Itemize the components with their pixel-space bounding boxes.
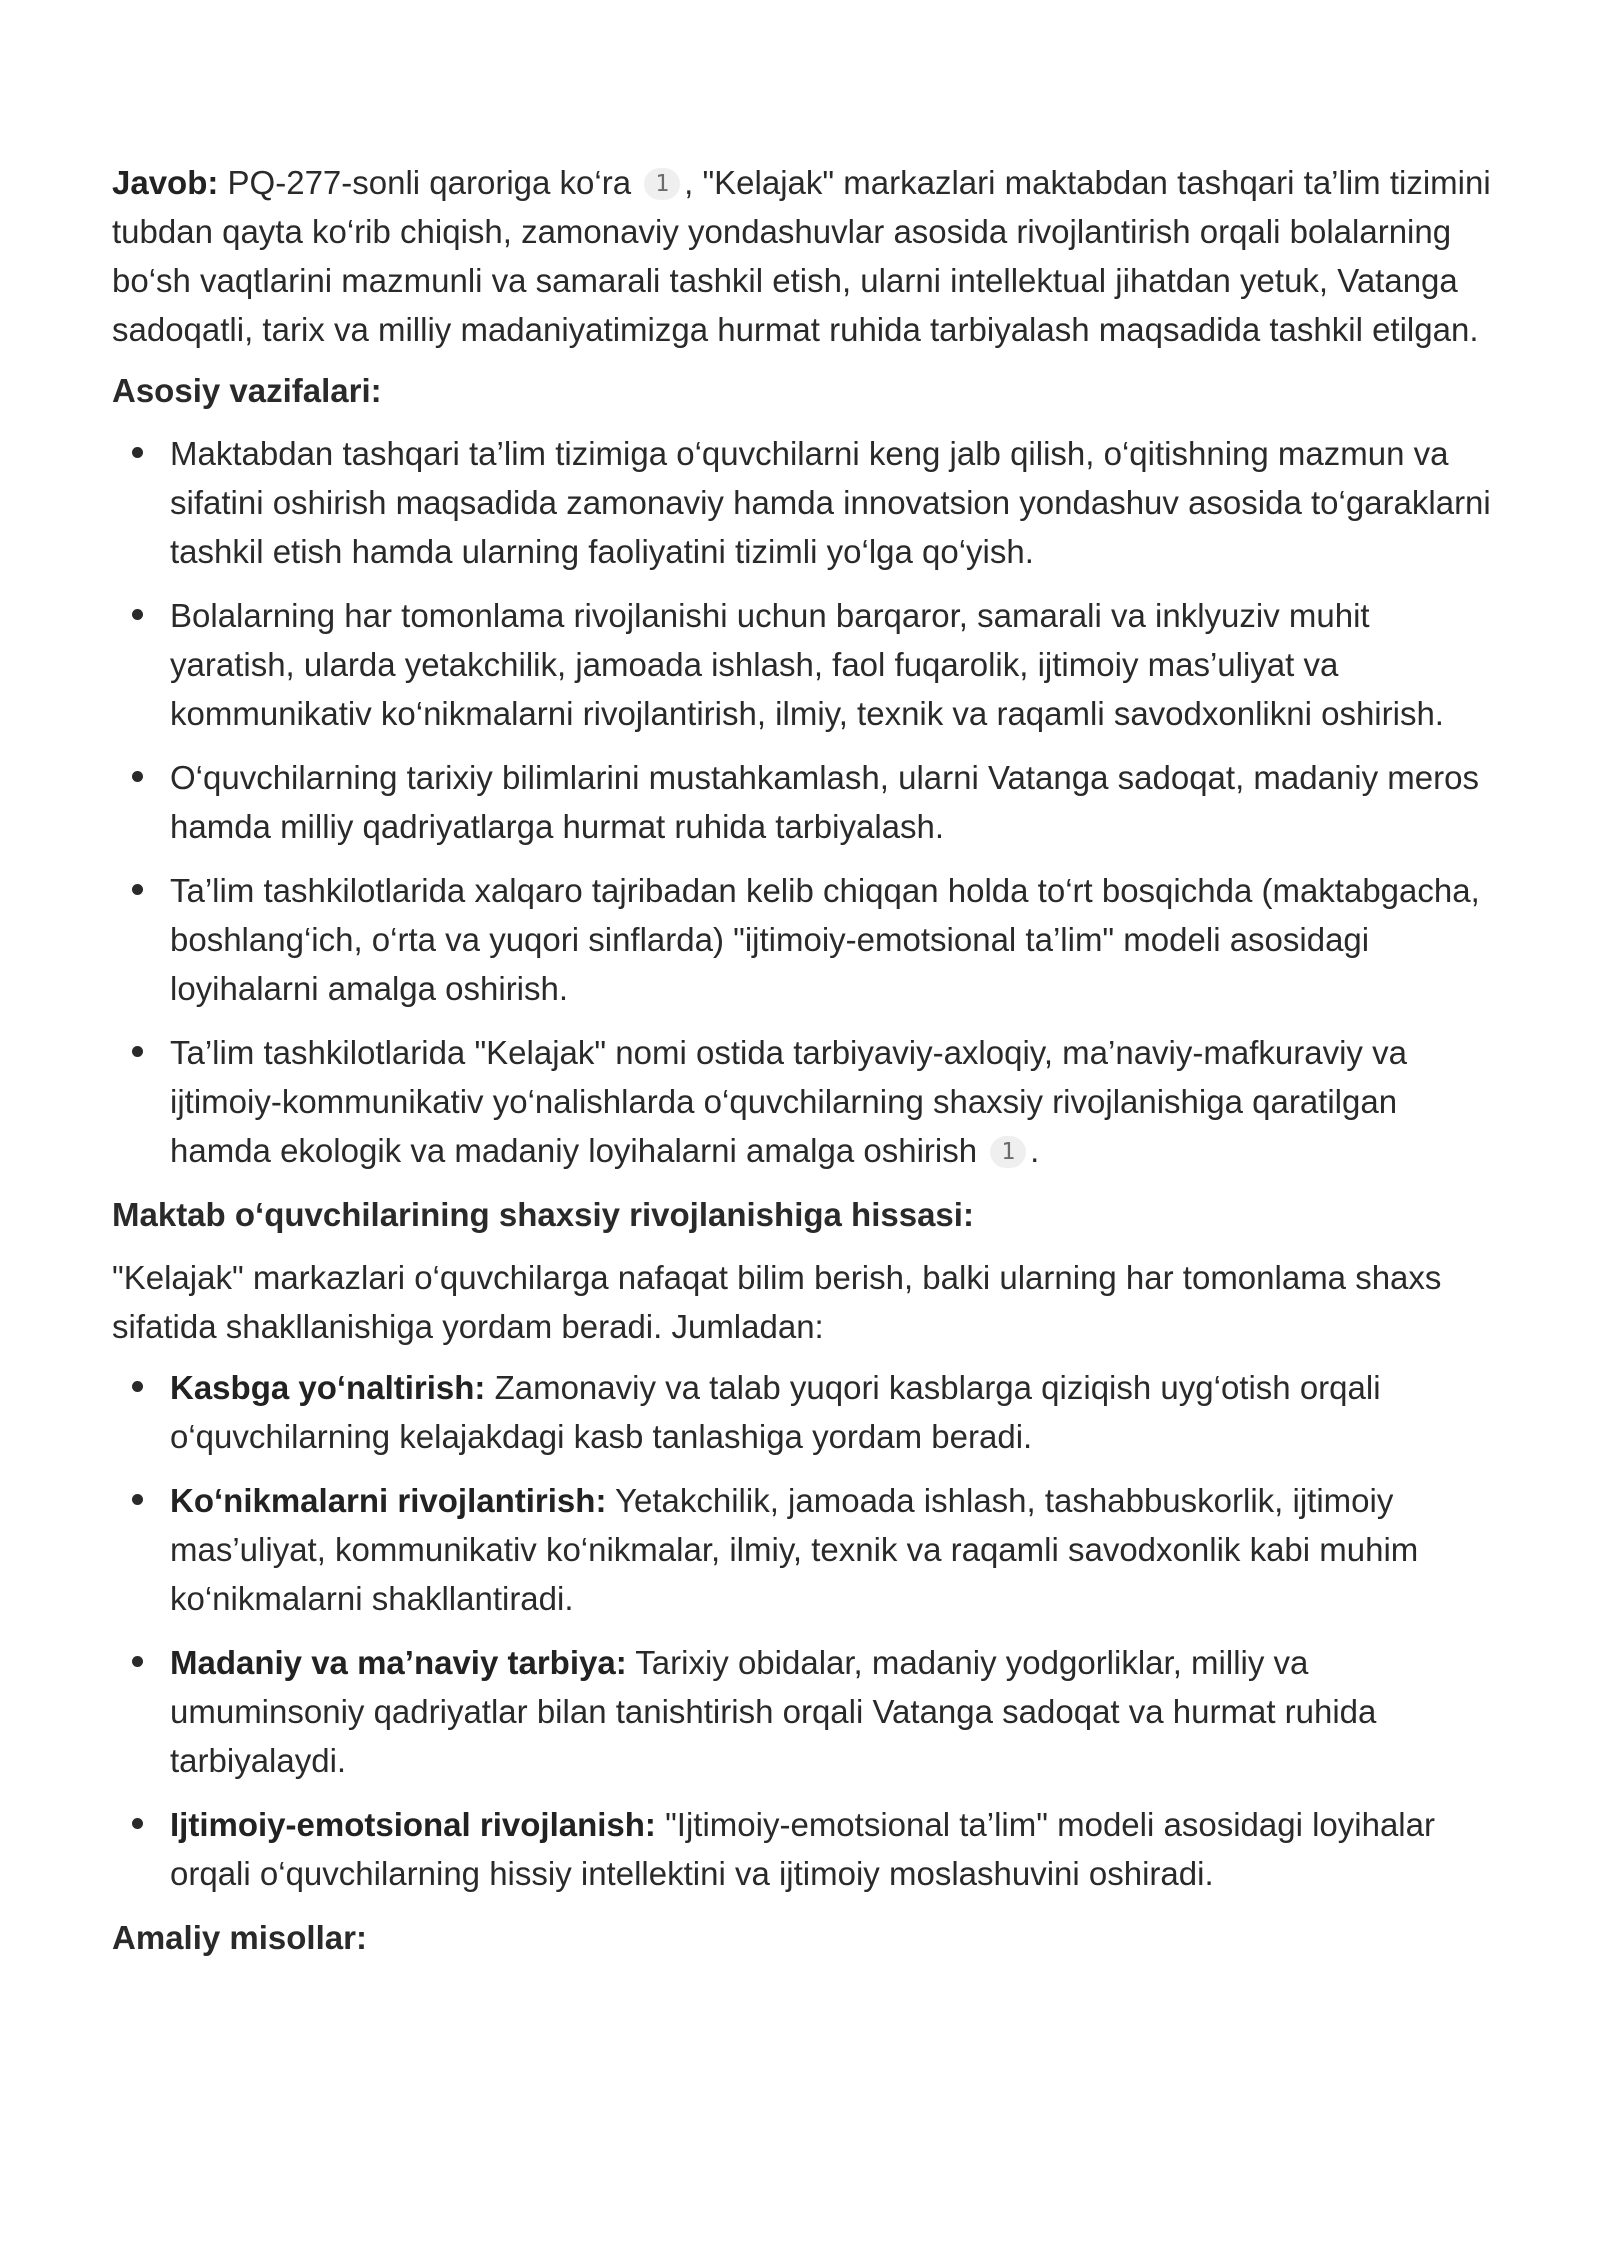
citation-badge[interactable]: 1 xyxy=(644,168,680,200)
document-body xyxy=(112,158,1502,1976)
bullet-icon xyxy=(132,1494,143,1505)
list-item-end: . xyxy=(1030,1132,1040,1169)
tasks-list xyxy=(112,429,1502,1175)
bullet-icon xyxy=(132,1656,143,1667)
answer-label: Javob: xyxy=(112,164,219,201)
list-item xyxy=(112,866,1502,1013)
contribution-intro: "Kelajak" markazlari o‘quvchilarga nafaqat bilim berish, balki ularning har tomonlama shaxs sifatida shakllanishiga yordam beradi. Jumladan: xyxy=(112,1259,1442,1345)
answer-text-start: PQ-277-sonli qaroriga ko‘ra xyxy=(218,164,632,201)
bullet-icon xyxy=(132,609,143,620)
list-item-title: Madaniy va ma’naviy tarbiya: xyxy=(170,1644,627,1681)
answer-text-end: , "Kelajak" markazlari maktabdan tashqari ta’lim tizimini tubdan qayta ko‘rib chiqish, zamonaviy yondashuvlar asosida rivojlantirish orqali bolalarning bo‘sh vaqtlarini mazmunli va samarali tashkil etish, ularni intellektual jihatdan yetuk, Vatanga sadoqatli, tarix va milliy madaniyatimizga hurmat ruhida tarbiyalash maqsadida tashkil etilgan. xyxy=(112,164,1491,348)
examples-heading: Amaliy misollar: xyxy=(112,1919,367,1956)
list-item-text: Maktabdan tashqari ta’lim tizimiga o‘quvchilarni keng jalb qilish, o‘qitishning mazmun va sifatini oshirish maqsadida zamonaviy hamda innovatsion yondashuv asosida to‘garaklarni tashkil etish hamda ularning faoliyatini tizimli yo‘lga qo‘yish. xyxy=(170,435,1491,570)
list-item xyxy=(112,429,1502,576)
tasks-heading: Asosiy vazifalari: xyxy=(112,372,382,409)
list-item-text: Bolalarning har tomonlama rivojlanishi uchun barqaror, samarali va inklyuziv muhit yaratish, ularda yetakchilik, jamoada ishlash, faol fuqarolik, ijtimoiy mas’uliyat va kommunikativ ko‘nikmalarni rivojlantirish, ilmiy, texnik va raqamli savodxonlikni oshirish. xyxy=(170,597,1444,732)
list-item-text: "Ijtimoiy-emotsional ta’lim" modeli asosidagi loyihalar orqali o‘quvchilarning hissiy intellektini va ijtimoiy moslashuvini oshiradi. xyxy=(170,1806,1435,1892)
contribution-list xyxy=(112,1363,1502,1898)
list-item-text: O‘quvchilarning tarixiy bilimlarini mustahkamlash, ularni Vatanga sadoqat, madaniy meros hamda milliy qadriyatlarga hurmat ruhida tarbiyalash. xyxy=(170,759,1479,845)
bullet-icon xyxy=(132,1046,143,1057)
list-item-text: Zamonaviy va talab yuqori kasblarga qiziqish uyg‘otish orqali o‘quvchilarning kelajakdagi kasb tanlashiga yordam beradi. xyxy=(170,1369,1381,1455)
list-item xyxy=(112,1638,1502,1785)
bullet-icon xyxy=(132,884,143,895)
answer-paragraph xyxy=(112,158,1502,354)
list-item xyxy=(112,1800,1502,1898)
contribution-heading: Maktab o‘quvchilarining shaxsiy rivojlanishiga hissasi: xyxy=(112,1196,974,1233)
bullet-icon xyxy=(132,771,143,782)
bullet-icon xyxy=(132,1818,143,1829)
list-item-title: Ko‘nikmalarni rivojlantirish: xyxy=(170,1482,607,1519)
list-item xyxy=(112,753,1502,851)
list-item-text: Yetakchilik, jamoada ishlash, tashabbuskorlik, ijtimoiy mas’uliyat, kommunikativ ko‘nikmalar, ilmiy, texnik va raqamli savodxonlik kabi muhim ko‘nikmalarni shakllantiradi. xyxy=(170,1482,1419,1617)
list-item-title: Ijtimoiy-emotsional rivojlanish: xyxy=(170,1806,656,1843)
list-item xyxy=(112,1363,1502,1461)
list-item-title: Kasbga yo‘naltirish: xyxy=(170,1369,486,1406)
list-item xyxy=(112,1476,1502,1623)
list-item-text: Ta’lim tashkilotlarida "Kelajak" nomi ostida tarbiyaviy-axloqiy, ma’naviy-mafkuraviy va ijtimoiy-kommunikativ yo‘nalishlarda o‘quvchilarning shaxsiy rivojlanishiga qaratilgan hamda ekologik va madaniy loyihalarni amalga oshirish xyxy=(170,1034,1407,1169)
bullet-icon xyxy=(132,447,143,458)
list-item xyxy=(112,591,1502,738)
list-item-text: Tarixiy obidalar, madaniy yodgorliklar, milliy va umuminsoniy qadriyatlar bilan tanishtirish orqali Vatanga sadoqat va hurmat ruhida tarbiyalaydi. xyxy=(170,1644,1377,1779)
bullet-icon xyxy=(132,1381,143,1392)
list-item-text: Ta’lim tashkilotlarida xalqaro tajribadan kelib chiqqan holda to‘rt bosqichda (maktabgacha, boshlang‘ich, o‘rta va yuqori sinflarda) "ijtimoiy-emotsional ta’lim" modeli asosidagi loyihalarni amalga oshirish. xyxy=(170,872,1480,1007)
list-item xyxy=(112,1028,1502,1175)
citation-badge[interactable]: 1 xyxy=(990,1136,1026,1168)
